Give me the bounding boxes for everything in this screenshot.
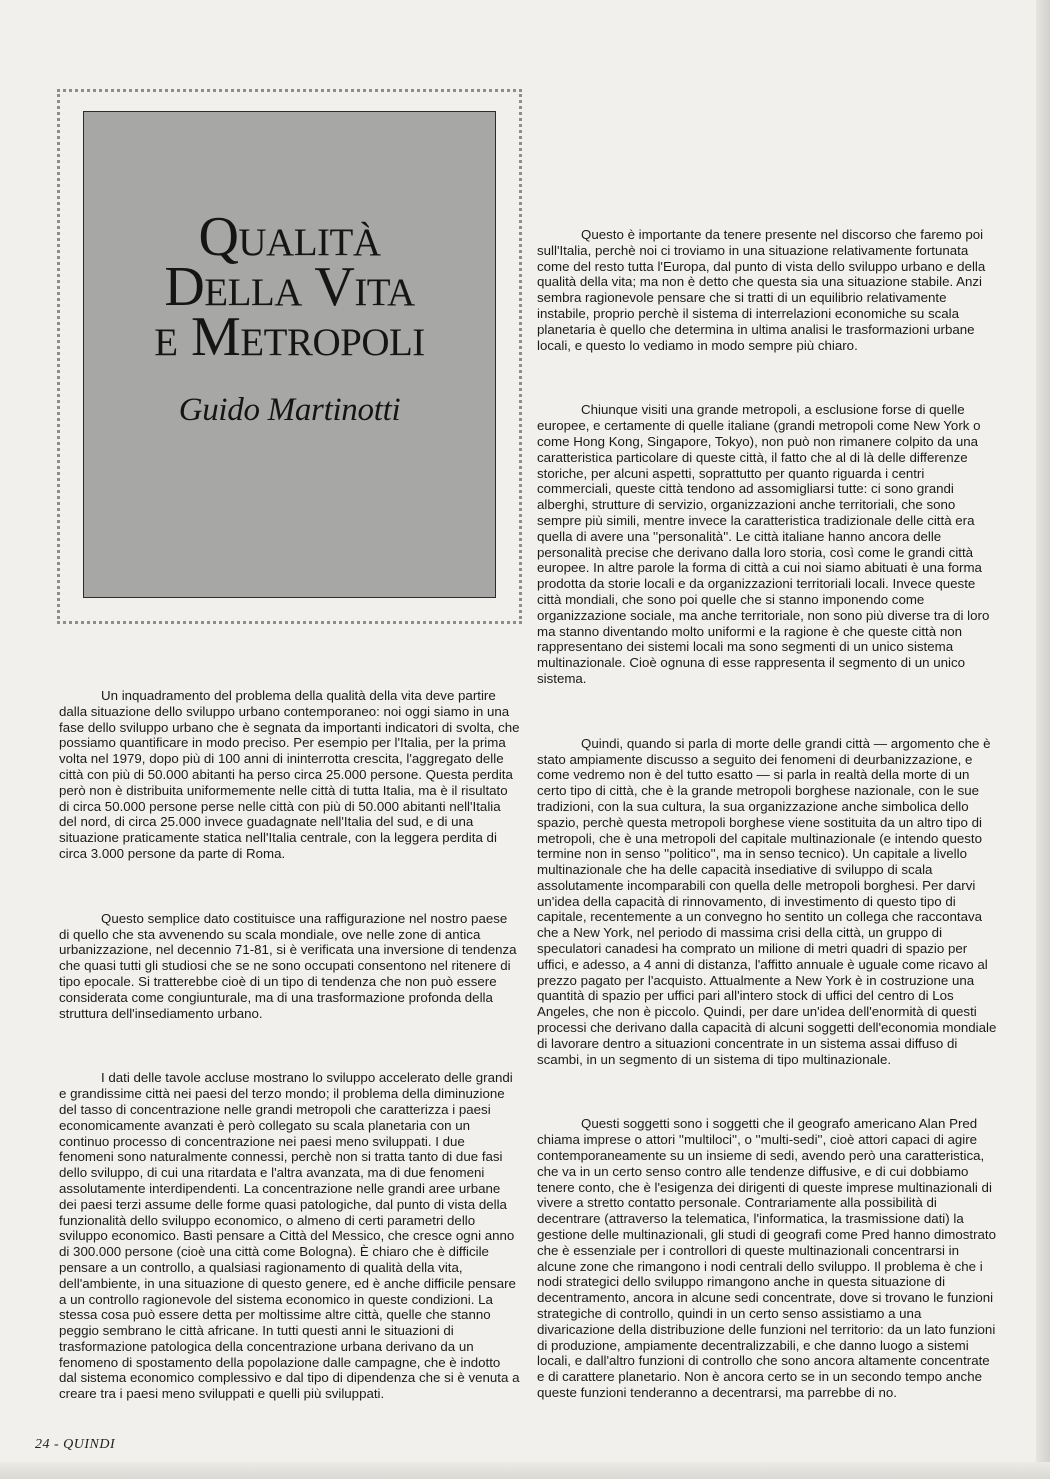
page-number: 24 [35, 1437, 50, 1452]
right-text-column [537, 227, 997, 1450]
page-footer [35, 1437, 115, 1453]
left-paragraph-1: Un inquadramento del problema della qualità della vita deve partire dalla situazione dello sviluppo urbano contemporaneo: noi oggi siamo in una fase dello sviluppo urbano che è segnata da importanti indicatori di svolta, che possiamo quantificare in modo preciso. Per esempio per l'Italia, per la prima volta nel 1979, dopo più di 100 anni di ininterrotta crescita, l'aggregato delle città con più di 50.000 abitanti ha perso circa 25.000 persone. Questa perdita però non è distribuita uniformemente nelle città di tutta Italia, ma è il risultato di circa 50.000 persone perse nelle città con più di 50.000 abitanti nell'Italia del nord, di circa 25.000 invece guadagnate nell'Italia del sud, e di una situazione praticamente statica nell'Italia centrale, con la leggera perdita di circa 3.000 persone da parte di Roma. [59, 688, 520, 861]
left-paragraph-2: Questo semplice dato costituisce una raffigurazione nel nostro paese di quello che sta avvenendo su scala mondiale, ove nelle zone di antica urbanizzazione, nel decennio 71-81, si è verificata una inversione di tendenza che quasi tutti gli studiosi che se ne sono occupati consentono nel ritenere di tipo epocale. Si tratterebbe cioè di un tipo di tendenza che non può essere considerata come congiunturale, ma di una trasformazione profonda della struttura dell'insediamento urbano. [59, 910, 517, 1021]
title-box [83, 111, 496, 598]
right-paragraph-4: Questi soggetti sono i soggetti che il geografo americano Alan Pred chiama imprese o attori ''multiloci'', o ''multi-sedi'', cioè attori capaci di agire contemporaneamente su un insieme di sedi, avendo però una caratteristica, che va in un certo senso contro alle tendenze diffusive, e di cui dobbiamo tenere conto, che è l'esigenza dei dirigenti di queste imprese multinazionali di vivere a stretto contatto personale. Contrariamente alla possibilità di decentrare (attraverso la telematica, l'informatica, la trasmissione dati) la gestione delle multinazionali, gli studi di geografi come Pred hanno dimostrato che è essenziale per i controllori di queste multinazionali concentrarsi in alcune zone che rimangono i nodi centrali dello sviluppo. Il problema è che i nodi strategici dello sviluppo rimangono anche in questa situazione di decentramento, ancora in alcune sedi concentrate, dove si trovano le funzioni strategiche di controllo, quindi in un certo senso assistiamo a una divaricazione della distribuzione delle funzioni nel territorio: da un lato funzioni di produzione, ampiamente decentralizzabili, e che danno luogo a sistemi locali, e dall'altro funzioni di controllo che sono ancora altamente concentrate e di carattere planetario. Non è ancora certo se in un secondo tempo anche queste funzioni tenderanno a decentrarsi, ma parrebbe di no. [537, 1116, 997, 1400]
article-author: Guido Martinotti [178, 392, 401, 428]
magazine-name: QUINDI [63, 1437, 116, 1452]
right-paragraph-3: Quindi, quando si parla di morte delle grandi città — argomento che è stato ampiamente discusso a seguito dei fenomeni di deurbanizzazione, e come vedremo non è del tutto esatto — si parla in realtà della morte di un certo tipo di città, che è la grande metropoli borghese nazionale, con le sue tradizioni, con la sua cultura, la sua organizzazione anche simbolica dello spazio, perchè questa metropoli borghese viene sostituita da un altro tipo di metropoli, che è una metropoli del capitale multinazionale (e intendo questo termine non in senso ''politico'', ma in senso tecnico). Un capitale a livello multinazionale che ha delle capacità insediative di sviluppo di scala assolutamente incomparabili con quella delle metropoli borghesi. Per darvi un'idea della capacità di rinnovamento, di investimento di questo tipo di capitale, recentemente a un convegno ho sentito un collega che raccontava che a New York, nel periodo di massima crisi della città, un gruppo di speculatori canadesi ha comprato un milione di metri quadri di spazio per uffici, e adesso, a 4 anni di distanza, l'affitto annuale è uguale come ricavo al prezzo pagato per l'acquisto. Attualmente a New York è in costruzione una quantità di spazio per uffici pari all'intero stock di uffici del centro di Los Angeles, che non è piccolo. Quindi, per dare un'idea dell'enormità di questi processi che derivano dalla capacità di alcuni soggetti dell'economia mondiale di lavorare dentro a situazioni concentrate in un sistema assai diffuso di scambi, in un segmento di un sistema di tipo multinazionale. [537, 735, 997, 1067]
page-edge-shadow [1036, 0, 1050, 1479]
article-title-line-3: e Metropoli [154, 306, 425, 368]
article-title-line-2: Della Vita [164, 256, 415, 318]
footer-separator: - [54, 1437, 60, 1452]
page-bottom-edge [0, 1462, 1050, 1479]
right-paragraph-2: Chiunque visiti una grande metropoli, a esclusione forse di quelle europee, e certamente di quelle italiane (grandi metropoli come New York o come Hong Kong, Singapore, Tokyo), non può non rimanere colpito da una caratteristica particolare di queste città, il fatto che al di là delle differenze storiche, per alcuni aspetti, soprattutto per quanto riguarda i centri commerciali, queste città tendono ad assomigliarsi tutte: ci sono grandi alberghi, strutture di servizio, organizzazioni anche territoriali, che sono sempre più simili, mentre invece la caratteristica tradizionale delle città era quella di avere una ''personalità''. Le città italiane hanno ancora delle personalità precise che derivano dalla loro storia, così come le grandi città europee. In altre parole la forma di città a cui noi siamo abituati è una forma prodotta da storie locali e da organizzazioni territoriali locali. Invece queste città mondiali, che sono poi quelle che si stanno imponendo come organizzazione sociale, ma anche territoriale, non sono più diverse tra di loro ma stanno diventando molto uniformi e la ragione è che queste città non rappresentano dei sistemi locali ma sono segmenti di un unico sistema multinazionale. Cioè ognuna di esse rappresenta il segmento di un unico sistema. [537, 402, 990, 686]
right-paragraph-1: Questo è importante da tenere presente nel discorso che faremo poi sull'Italia, perchè noi ci troviamo in una situazione relativamente fortunata come del resto tutta l'Europa, dal punto di vista dello sviluppo urbano e della qualità della vita; ma non è detto che questa sia una situazione stabile. Anzi sembra ragionevole pensare che si tratti di un equilibrio relativamente instabile, proprio perchè il sistema di interrelazioni economiche su scala planetaria è quello che determina in ultima analisi le trasformazioni urbane locali, e questo lo vediamo in modo sempre più chiaro. [537, 227, 986, 353]
article-title-line-1: Qualità [198, 206, 381, 268]
left-paragraph-3: I dati delle tavole accluse mostrano lo sviluppo accelerato delle grandi e grandissime città nei paesi del terzo mondo; il problema della diminuzione del tasso di concentrazione nelle grandi metropoli che caratterizza i paesi economicamente avanzati è però collegato su scala planetaria con un continuo processo di concentrazione nei paesi meno sviluppati. I due fenomeni sono naturalmente connessi, perchè non si tratta tanto di due fasi dello sviluppo, di cui una ritardata e l'altra avanzata, ma di due fenomeni assolutamente interdipendenti. La concentrazione nelle grandi aree urbane dei paesi terzi assume delle forme quasi patologiche, dal punto di vista della funzionalità dello sviluppo economico, o almeno di certi parametri dello sviluppo economico. Basti pensare a Città del Messico, che cresce ogni anno di 300.000 persone (cioè una città come Bologna). È chiaro che è difficile pensare a un controllo, a qualsiasi ragionamento di qualità della vita, dell'ambiente, in una situazione di questo genere, ed è anche difficile pensare a un controllo ragionevole del sistema economico in queste condizioni. La stessa cosa può essere detta per moltissime altre città, quelle che stanno peggio sembrano le città africane. In tutti questi anni le situazioni di trasformazione patologica della concentrazione urbana derivano da un fenomeno di spostamento della popolazione dalle campagne, che è indotto dal sistema economico complessivo e dal tipo di dipendenza che si è venuta a creare tra i paesi meno sviluppati e quelli più sviluppati. [59, 1070, 520, 1402]
left-text-column [59, 688, 521, 1451]
